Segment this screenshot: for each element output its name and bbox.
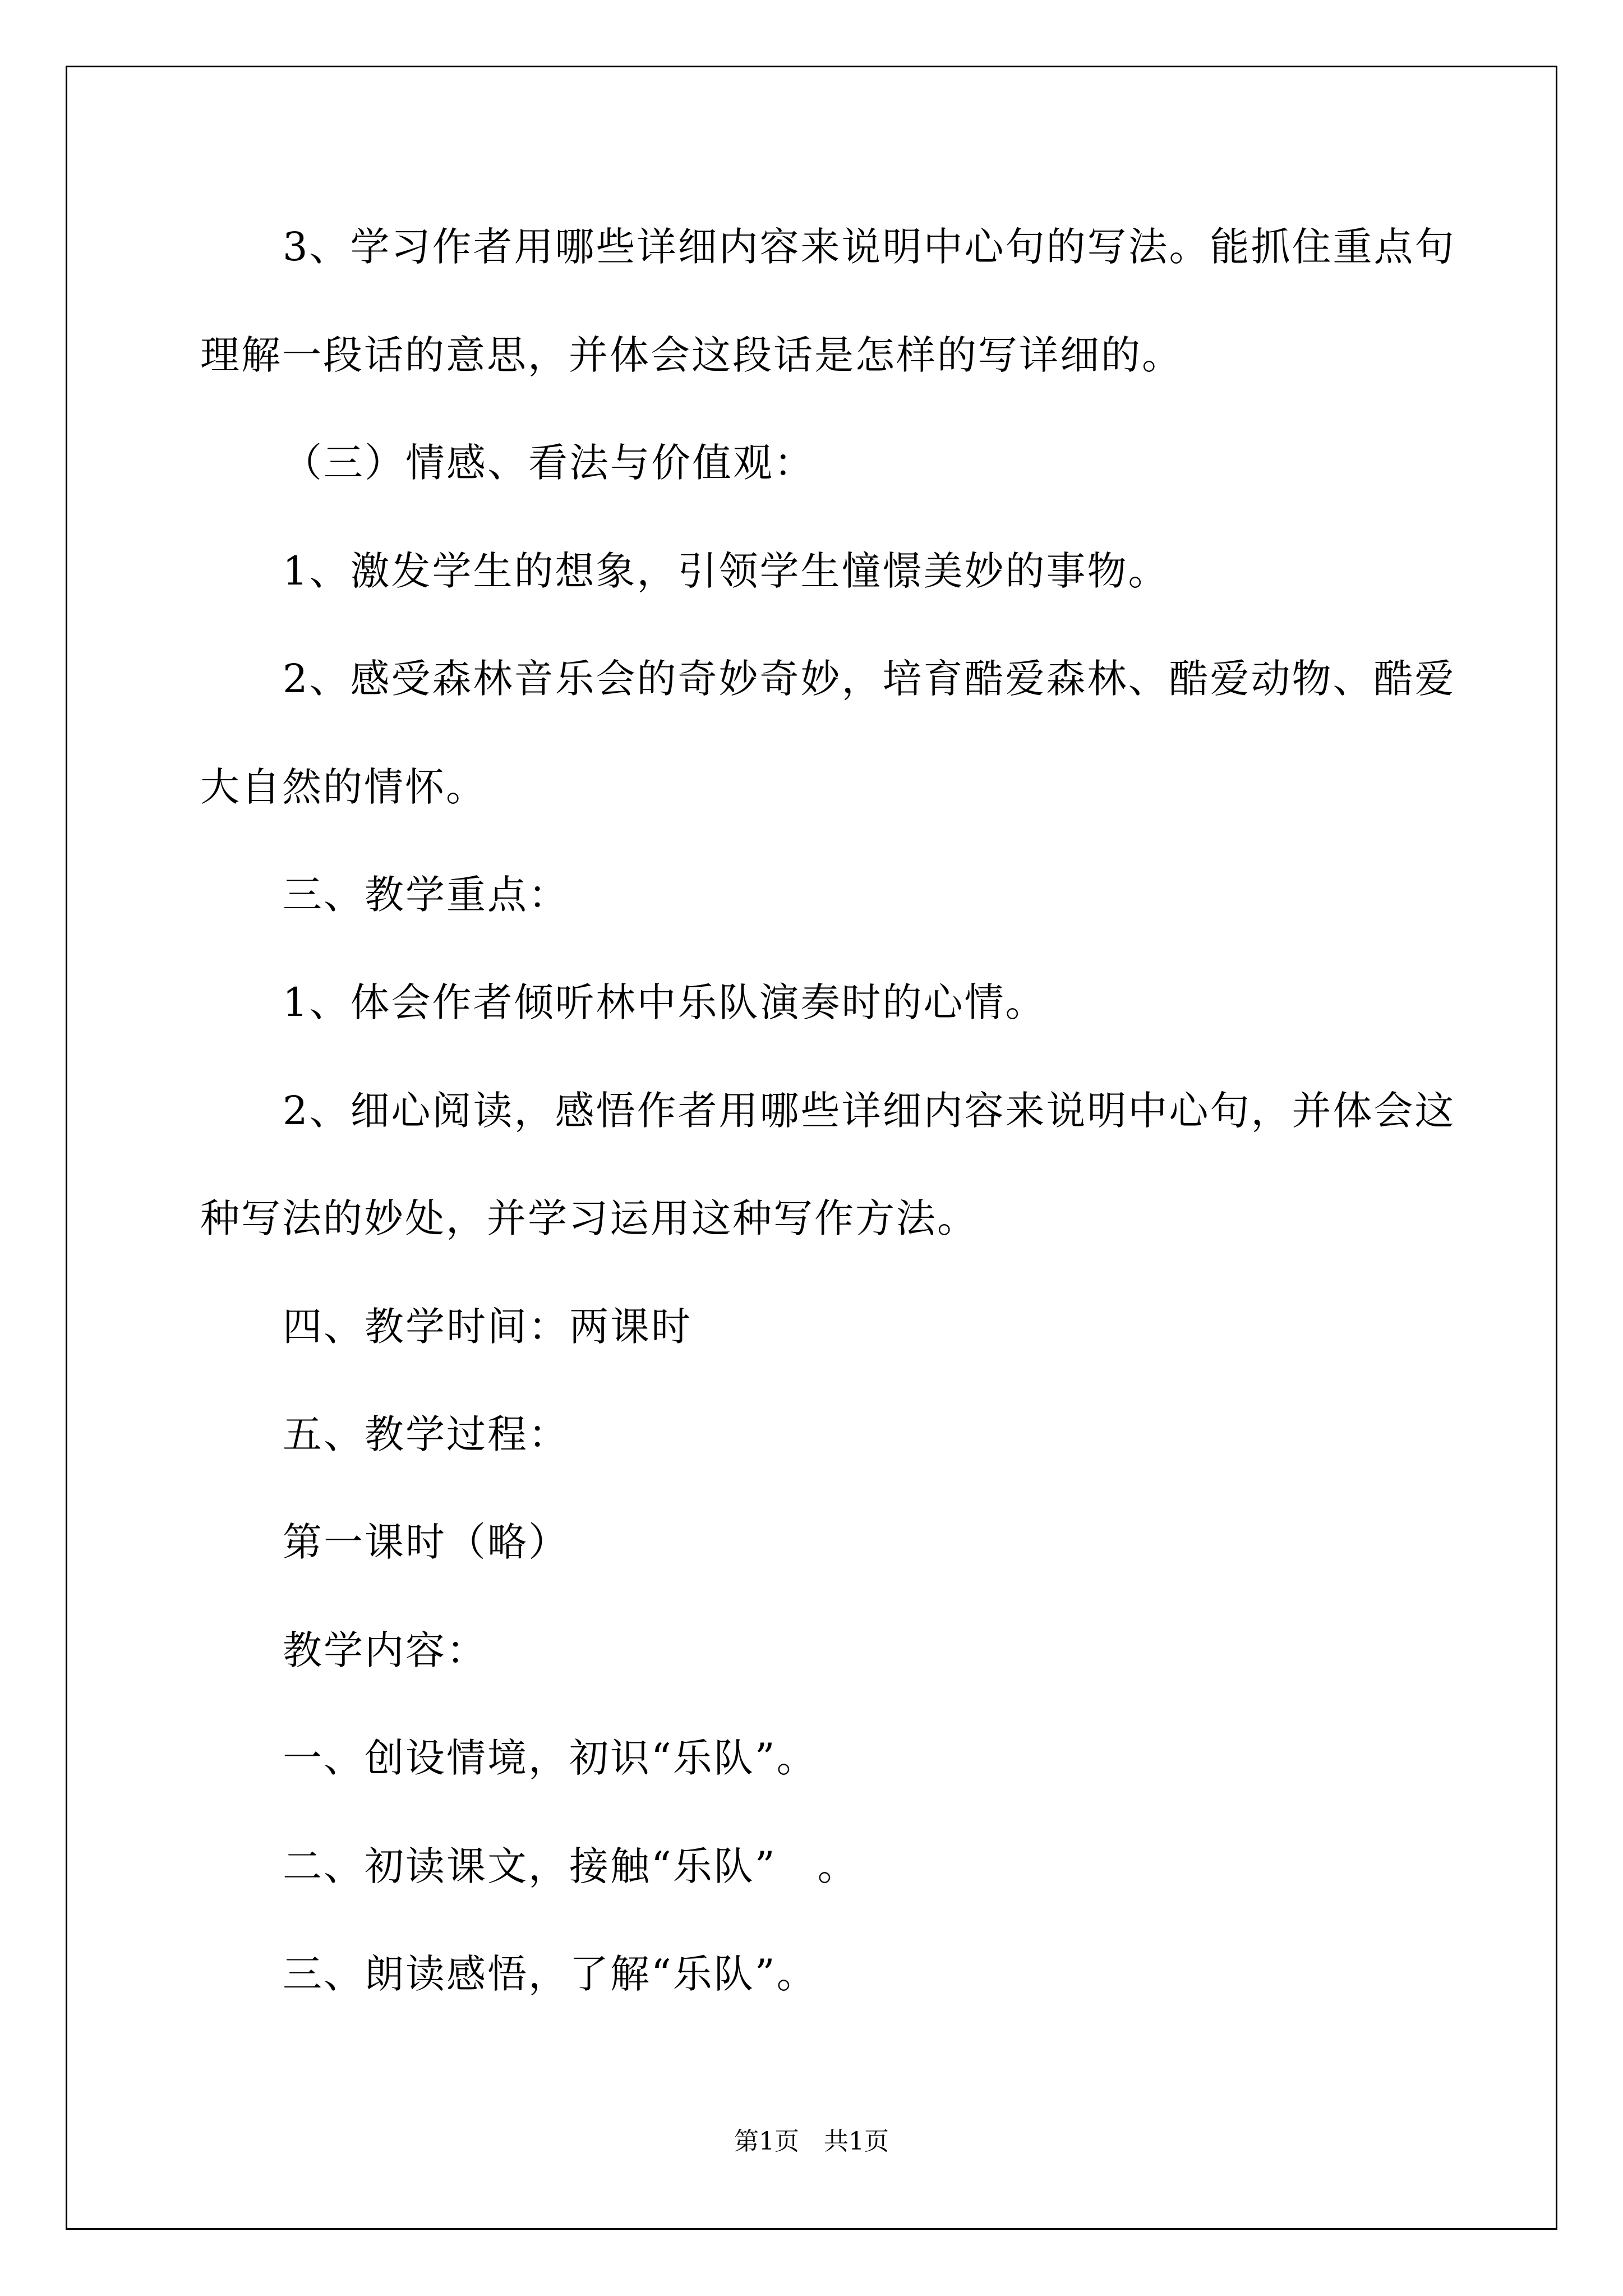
section-heading: 四、教学时间：两课时 (283, 1304, 692, 1350)
section-heading: 三、教学重点： (283, 872, 569, 918)
paragraph-line: 二、初读课文，接触“乐队” 。 (283, 1843, 859, 1889)
paragraph-line: 理解一段话的意思，并体会这段话是怎样的写详细的。 (200, 332, 1183, 378)
page-footer: 第1页 共1页 (734, 2127, 889, 2156)
paragraph-line: 2、细心阅读，感悟作者用哪些详细内容来说明中心句，并体会这 (283, 1088, 1456, 1134)
paragraph-line: 一、创设情境，初识“乐队”。 (283, 1735, 818, 1781)
section-heading: 教学内容： (283, 1627, 487, 1673)
paragraph-line: 种写法的妙处，并学习运用这种写作方法。 (200, 1195, 978, 1241)
paragraph-line: 3、学习作者用哪些详细内容来说明中心句的写法。能抓住重点句 (283, 224, 1456, 270)
section-heading: （三）情感、看法与价值观： (283, 440, 815, 486)
page-border (66, 66, 1557, 2230)
paragraph-line: 1、激发学生的想象，引领学生憧憬美妙的事物。 (283, 548, 1169, 594)
paragraph-line: 1、体会作者倾听林中乐队演奏时的心情。 (283, 979, 1046, 1025)
paragraph-line: 三、朗读感悟，了解“乐队”。 (283, 1951, 818, 1997)
section-heading: 五、教学过程： (283, 1411, 569, 1457)
paragraph-line: 2、感受森林音乐会的奇妙奇妙，培育酷爱森林、酷爱动物、酷爱 (283, 656, 1456, 702)
section-heading: 第一课时（略） (283, 1519, 569, 1565)
paragraph-line: 大自然的情怀。 (200, 764, 487, 810)
